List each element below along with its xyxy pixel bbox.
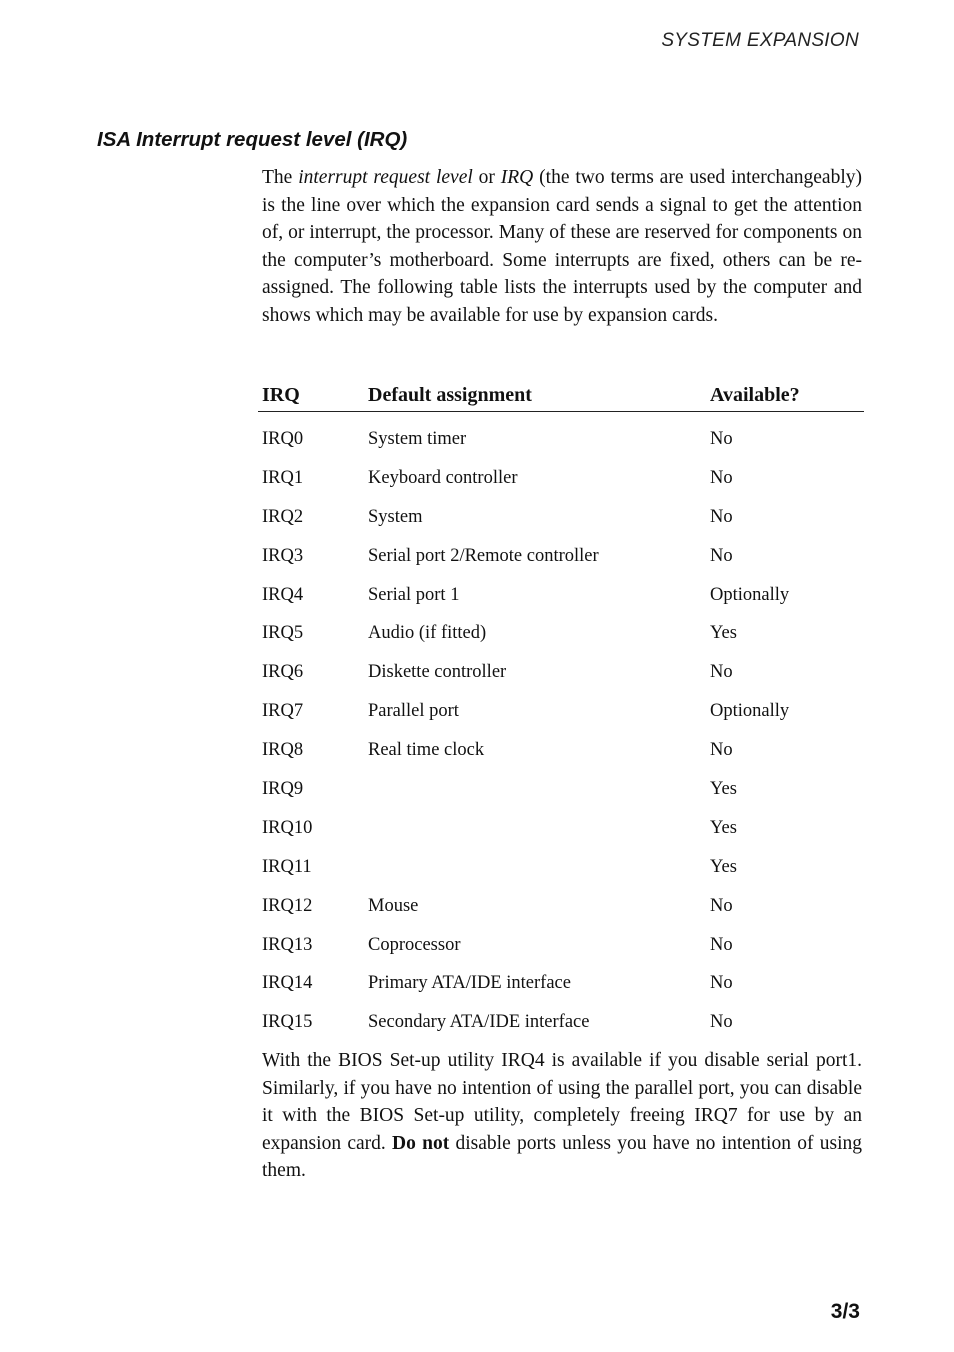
cell-irq: IRQ12: [262, 895, 313, 916]
cell-irq: IRQ13: [262, 934, 313, 955]
cell-default-assignment: System: [368, 506, 423, 527]
cell-available: Optionally: [710, 584, 790, 605]
cell-default-assignment: Primary ATA/IDE interface: [368, 973, 571, 994]
header-available: Available?: [710, 384, 800, 406]
cell-available: No: [710, 428, 733, 449]
intro-text-3: (the two terms are used interchangeably) is the line over which the expansion card sends a signal to get the attention of, or interrupt, the processor. Many of these are reserved for components on the computer’s motherboard. Some interrupts are fixed, others can be re-assigned. The following table lists the interrupts used by the computer and shows which may be available for use by expansion cards.: [262, 167, 862, 326]
intro-term-2: IRQ: [500, 167, 534, 188]
cell-available: Optionally: [710, 701, 790, 722]
table-row: [258, 420, 864, 459]
cell-irq: IRQ5: [262, 623, 304, 644]
cell-available: No: [710, 1012, 733, 1033]
cell-available: No: [710, 934, 733, 955]
intro-text-2: or: [472, 167, 501, 188]
note-text-2: disable ports unless you have no intention of using them.: [262, 1132, 863, 1182]
cell-available: Yes: [710, 778, 737, 799]
table-row: [258, 614, 864, 653]
cell-available: No: [710, 662, 733, 683]
cell-default-assignment: Serial port 1: [368, 584, 460, 605]
cell-irq: IRQ14: [262, 973, 313, 994]
cell-available: No: [710, 506, 733, 527]
cell-irq: IRQ9: [262, 778, 304, 799]
intro-paragraph: [262, 164, 862, 330]
cell-available: No: [710, 973, 733, 994]
cell-available: Yes: [710, 817, 737, 838]
cell-default-assignment: System timer: [368, 428, 467, 449]
table-row: [258, 731, 864, 770]
cell-default-assignment: Mouse: [368, 895, 419, 916]
cell-default-assignment: Coprocessor: [368, 934, 461, 955]
table-row: [258, 537, 864, 576]
table-body: [258, 420, 864, 1042]
table-row: [258, 964, 864, 1003]
cell-irq: IRQ2: [262, 506, 304, 527]
cell-irq: IRQ15: [262, 1012, 313, 1033]
cell-irq: IRQ7: [262, 701, 304, 722]
cell-available: Yes: [710, 856, 737, 877]
note-emphasis: Do not: [392, 1132, 450, 1154]
cell-available: Yes: [710, 623, 737, 644]
cell-default-assignment: Diskette controller: [368, 662, 507, 683]
note-text-1: With the BIOS Set-up utility IRQ4 is available if you disable serial port1. Similarly, if you have no intention of using the parallel port, you can disable it with the BIOS Set-up utility, completely freeing IRQ7 for use by an expansion card.: [262, 1050, 862, 1154]
cell-irq: IRQ4: [262, 584, 304, 605]
table-row: [258, 498, 864, 537]
note-paragraph: [262, 1047, 862, 1185]
table-row: [258, 848, 864, 887]
cell-irq: IRQ0: [262, 428, 304, 449]
cell-irq: IRQ11: [262, 856, 312, 877]
section-title: ISA Interrupt request level (IRQ): [97, 128, 408, 151]
page-number: 3/3: [830, 1300, 860, 1323]
intro-text-1: The: [262, 167, 299, 188]
table-row: [258, 653, 864, 692]
cell-default-assignment: Audio (if fitted): [368, 623, 487, 644]
cell-default-assignment: Secondary ATA/IDE interface: [368, 1012, 590, 1033]
table-row: [258, 576, 864, 615]
cell-irq: IRQ3: [262, 545, 304, 566]
table-row: [258, 809, 864, 848]
cell-irq: IRQ10: [262, 817, 313, 838]
header-irq: IRQ: [262, 384, 300, 406]
table-row: [258, 459, 864, 498]
table-row: [258, 887, 864, 926]
cell-irq: IRQ6: [262, 662, 304, 683]
intro-term-1: interrupt request level: [298, 167, 473, 188]
table-row: [258, 926, 864, 965]
cell-default-assignment: Keyboard controller: [368, 467, 518, 488]
cell-available: No: [710, 740, 733, 761]
table-row: [258, 692, 864, 731]
cell-available: No: [710, 467, 733, 488]
table-row: [258, 1003, 864, 1042]
irq-table: [258, 374, 864, 1042]
cell-default-assignment: Serial port 2/Remote controller: [368, 545, 599, 566]
cell-default-assignment: Parallel port: [368, 701, 459, 722]
cell-available: No: [710, 895, 733, 916]
table-row: [258, 770, 864, 809]
cell-irq: IRQ1: [262, 467, 304, 488]
cell-irq: IRQ8: [262, 740, 304, 761]
running-head: SYSTEM EXPANSION: [661, 30, 859, 51]
table-header-row: [258, 374, 864, 412]
cell-default-assignment: Real time clock: [368, 740, 485, 761]
header-default-assignment: Default assignment: [368, 384, 532, 406]
cell-available: No: [710, 545, 733, 566]
